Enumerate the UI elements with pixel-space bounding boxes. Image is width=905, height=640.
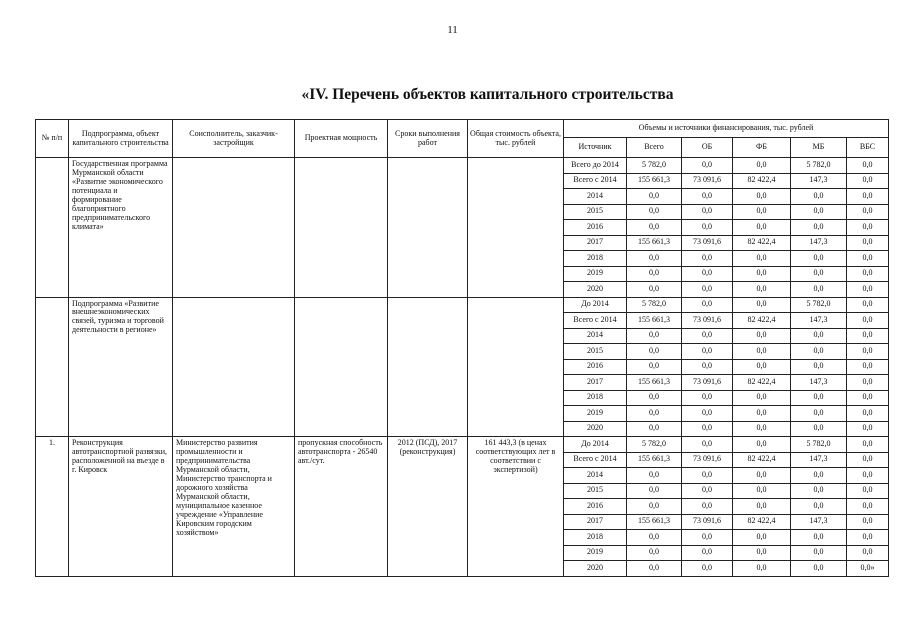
total-cost	[468, 297, 564, 437]
amount-total: 0,0	[627, 561, 682, 577]
amount-total: 0,0	[627, 344, 682, 360]
amount-ob: 0,0	[682, 282, 733, 298]
amount-vbs: 0,0	[847, 468, 889, 484]
amount-mb: 0,0	[791, 406, 847, 422]
total-cost	[468, 158, 564, 298]
header-total: Всего	[627, 138, 682, 158]
amount-vbs: 0,0	[847, 282, 889, 298]
amount-total: 155 661,3	[627, 313, 682, 329]
amount-mb: 0,0	[791, 220, 847, 236]
funding-source: 2016	[564, 220, 627, 236]
amount-fb: 0,0	[733, 282, 791, 298]
amount-fb: 0,0	[733, 359, 791, 375]
capital-construction-table	[35, 119, 889, 577]
design-capacity	[295, 158, 388, 298]
amount-ob: 0,0	[682, 344, 733, 360]
amount-total: 0,0	[627, 468, 682, 484]
amount-vbs: 0,0	[847, 328, 889, 344]
funding-source: До 2014	[564, 437, 627, 453]
amount-fb: 82 422,4	[733, 313, 791, 329]
amount-fb: 82 422,4	[733, 375, 791, 391]
amount-vbs: 0,0	[847, 483, 889, 499]
amount-fb: 82 422,4	[733, 514, 791, 530]
amount-vbs: 0,0	[847, 189, 889, 205]
funding-source: 2015	[564, 483, 627, 499]
amount-total: 0,0	[627, 530, 682, 546]
table-row	[36, 158, 889, 174]
executor-name	[173, 158, 295, 298]
amount-vbs: 0,0	[847, 452, 889, 468]
amount-ob: 0,0	[682, 297, 733, 313]
amount-ob: 73 091,6	[682, 235, 733, 251]
amount-vbs: 0,0	[847, 173, 889, 189]
amount-mb: 0,0	[791, 266, 847, 282]
header-vbs: ВБС	[847, 138, 889, 158]
amount-total: 0,0	[627, 499, 682, 515]
amount-mb: 0,0	[791, 561, 847, 577]
funding-source: 2014	[564, 328, 627, 344]
amount-ob: 0,0	[682, 266, 733, 282]
amount-ob: 0,0	[682, 220, 733, 236]
amount-total: 5 782,0	[627, 437, 682, 453]
header-cost: Общая стоимость объекта, тыс. рублей	[468, 120, 564, 158]
amount-mb: 0,0	[791, 499, 847, 515]
amount-mb: 5 782,0	[791, 437, 847, 453]
amount-fb: 0,0	[733, 220, 791, 236]
amount-vbs: 0,0	[847, 297, 889, 313]
amount-total: 0,0	[627, 359, 682, 375]
funding-source: 2017	[564, 235, 627, 251]
amount-mb: 0,0	[791, 328, 847, 344]
amount-fb: 0,0	[733, 561, 791, 577]
amount-ob: 0,0	[682, 406, 733, 422]
amount-total: 0,0	[627, 483, 682, 499]
program-name: Государственная программа Мурманской области «Развитие экономического потенциала и формирование благоприятного предпринимательского климата»	[69, 158, 173, 298]
amount-fb: 0,0	[733, 530, 791, 546]
amount-fb: 0,0	[733, 499, 791, 515]
amount-total: 5 782,0	[627, 158, 682, 174]
amount-mb: 0,0	[791, 468, 847, 484]
header-executor: Соисполнитель, заказчик-застройщик	[173, 120, 295, 158]
amount-ob: 0,0	[682, 204, 733, 220]
header-mb: МБ	[791, 138, 847, 158]
amount-total: 155 661,3	[627, 375, 682, 391]
amount-fb: 0,0	[733, 421, 791, 437]
amount-total: 0,0	[627, 189, 682, 205]
amount-fb: 82 422,4	[733, 452, 791, 468]
amount-total: 0,0	[627, 204, 682, 220]
work-terms	[388, 297, 468, 437]
amount-vbs: 0,0	[847, 390, 889, 406]
header-row-1	[36, 120, 889, 138]
executor-name	[173, 297, 295, 437]
header-source: Источник	[564, 138, 627, 158]
amount-total: 0,0	[627, 266, 682, 282]
amount-fb: 0,0	[733, 297, 791, 313]
amount-total: 0,0	[627, 251, 682, 267]
amount-vbs: 0,0»	[847, 561, 889, 577]
amount-mb: 5 782,0	[791, 158, 847, 174]
amount-vbs: 0,0	[847, 313, 889, 329]
amount-mb: 147,3	[791, 375, 847, 391]
amount-total: 0,0	[627, 545, 682, 561]
row-number	[36, 297, 69, 437]
amount-ob: 0,0	[682, 421, 733, 437]
amount-ob: 0,0	[682, 390, 733, 406]
amount-vbs: 0,0	[847, 344, 889, 360]
header-program: Подпрограмма, объект капитального строительства	[69, 120, 173, 158]
table-row	[36, 297, 889, 313]
amount-ob: 0,0	[682, 499, 733, 515]
amount-total: 5 782,0	[627, 297, 682, 313]
amount-mb: 0,0	[791, 530, 847, 546]
amount-vbs: 0,0	[847, 266, 889, 282]
amount-ob: 0,0	[682, 561, 733, 577]
amount-fb: 0,0	[733, 437, 791, 453]
amount-vbs: 0,0	[847, 251, 889, 267]
header-fb: ФБ	[733, 138, 791, 158]
amount-fb: 0,0	[733, 158, 791, 174]
amount-fb: 0,0	[733, 189, 791, 205]
amount-vbs: 0,0	[847, 359, 889, 375]
amount-fb: 0,0	[733, 266, 791, 282]
total-cost: 161 443,3 (в ценах соответствующих лет в соответствии с экспертизой)	[468, 437, 564, 577]
amount-mb: 0,0	[791, 545, 847, 561]
amount-fb: 82 422,4	[733, 235, 791, 251]
amount-fb: 0,0	[733, 344, 791, 360]
header-num: № п/п	[36, 120, 69, 158]
funding-source: 2019	[564, 266, 627, 282]
design-capacity: пропускная способность автотранспорта - 26540 авт./сут.	[295, 437, 388, 577]
amount-ob: 0,0	[682, 158, 733, 174]
amount-mb: 0,0	[791, 204, 847, 220]
header-terms: Сроки выполнения работ	[388, 120, 468, 158]
amount-ob: 73 091,6	[682, 313, 733, 329]
funding-source: 2016	[564, 359, 627, 375]
program-name: Реконструкция автотранспортной развязки, расположенной на въезде в г. Кировск	[69, 437, 173, 577]
page-number: 11	[447, 24, 458, 36]
amount-vbs: 0,0	[847, 235, 889, 251]
amount-vbs: 0,0	[847, 220, 889, 236]
document-title: «IV. Перечень объектов капитального строительства	[301, 86, 674, 103]
amount-mb: 0,0	[791, 251, 847, 267]
amount-total: 0,0	[627, 406, 682, 422]
table-row	[36, 437, 889, 453]
funding-source: Всего до 2014	[564, 158, 627, 174]
amount-mb: 147,3	[791, 452, 847, 468]
amount-ob: 0,0	[682, 189, 733, 205]
amount-vbs: 0,0	[847, 499, 889, 515]
amount-fb: 0,0	[733, 390, 791, 406]
amount-total: 155 661,3	[627, 514, 682, 530]
amount-vbs: 0,0	[847, 421, 889, 437]
amount-mb: 147,3	[791, 514, 847, 530]
funding-source: Всего с 2014	[564, 313, 627, 329]
amount-total: 0,0	[627, 282, 682, 298]
funding-source: Всего с 2014	[564, 452, 627, 468]
amount-ob: 73 091,6	[682, 173, 733, 189]
funding-source: 2015	[564, 344, 627, 360]
amount-mb: 0,0	[791, 359, 847, 375]
amount-vbs: 0,0	[847, 204, 889, 220]
header-capacity: Проектная мощность	[295, 120, 388, 158]
funding-source: 2016	[564, 499, 627, 515]
amount-ob: 0,0	[682, 545, 733, 561]
row-number	[36, 158, 69, 298]
amount-total: 0,0	[627, 390, 682, 406]
amount-ob: 73 091,6	[682, 375, 733, 391]
amount-fb: 0,0	[733, 251, 791, 267]
funding-source: 2020	[564, 561, 627, 577]
amount-vbs: 0,0	[847, 158, 889, 174]
amount-fb: 0,0	[733, 545, 791, 561]
funding-source: 2014	[564, 468, 627, 484]
amount-fb: 0,0	[733, 468, 791, 484]
amount-total: 155 661,3	[627, 173, 682, 189]
amount-ob: 0,0	[682, 530, 733, 546]
amount-mb: 0,0	[791, 344, 847, 360]
amount-vbs: 0,0	[847, 437, 889, 453]
amount-mb: 0,0	[791, 390, 847, 406]
funding-source: 2018	[564, 251, 627, 267]
amount-vbs: 0,0	[847, 375, 889, 391]
funding-source: 2019	[564, 406, 627, 422]
funding-source: До 2014	[564, 297, 627, 313]
funding-source: 2018	[564, 530, 627, 546]
funding-source: 2019	[564, 545, 627, 561]
amount-fb: 0,0	[733, 483, 791, 499]
header-ob: ОБ	[682, 138, 733, 158]
amount-vbs: 0,0	[847, 406, 889, 422]
amount-mb: 0,0	[791, 189, 847, 205]
amount-ob: 73 091,6	[682, 452, 733, 468]
amount-total: 155 661,3	[627, 452, 682, 468]
program-name: Подпрограмма «Развитие внешнеэкономических связей, туризма и торговой деятельности в регионе»	[69, 297, 173, 437]
amount-total: 0,0	[627, 328, 682, 344]
funding-source: 2018	[564, 390, 627, 406]
amount-mb: 0,0	[791, 282, 847, 298]
amount-ob: 0,0	[682, 328, 733, 344]
funding-source: 2017	[564, 375, 627, 391]
amount-fb: 0,0	[733, 328, 791, 344]
amount-ob: 73 091,6	[682, 514, 733, 530]
work-terms	[388, 158, 468, 298]
funding-source: 2020	[564, 282, 627, 298]
funding-source: 2015	[564, 204, 627, 220]
funding-source: Всего с 2014	[564, 173, 627, 189]
amount-fb: 0,0	[733, 204, 791, 220]
funding-source: 2020	[564, 421, 627, 437]
header-funding: Объемы и источники финансирования, тыс. рублей	[564, 120, 889, 138]
amount-ob: 0,0	[682, 437, 733, 453]
amount-ob: 0,0	[682, 359, 733, 375]
amount-total: 0,0	[627, 421, 682, 437]
design-capacity	[295, 297, 388, 437]
amount-vbs: 0,0	[847, 545, 889, 561]
amount-mb: 147,3	[791, 173, 847, 189]
amount-mb: 5 782,0	[791, 297, 847, 313]
amount-fb: 82 422,4	[733, 173, 791, 189]
amount-total: 0,0	[627, 220, 682, 236]
amount-mb: 0,0	[791, 483, 847, 499]
amount-fb: 0,0	[733, 406, 791, 422]
amount-vbs: 0,0	[847, 530, 889, 546]
funding-source: 2014	[564, 189, 627, 205]
amount-mb: 147,3	[791, 313, 847, 329]
amount-ob: 0,0	[682, 483, 733, 499]
amount-mb: 0,0	[791, 421, 847, 437]
amount-ob: 0,0	[682, 468, 733, 484]
work-terms: 2012 (ПСД), 2017 (реконструкция)	[388, 437, 468, 577]
amount-mb: 147,3	[791, 235, 847, 251]
amount-total: 155 661,3	[627, 235, 682, 251]
amount-ob: 0,0	[682, 251, 733, 267]
row-number: 1.	[36, 437, 69, 577]
amount-vbs: 0,0	[847, 514, 889, 530]
funding-source: 2017	[564, 514, 627, 530]
executor-name: Министерство развития промышленности и предпринимательства Мурманской области, Министерство транспорта и дорожного хозяйства Мурманской области, муниципальное казенное учреждение «Управление Кировским городским хозяйством»	[173, 437, 295, 577]
